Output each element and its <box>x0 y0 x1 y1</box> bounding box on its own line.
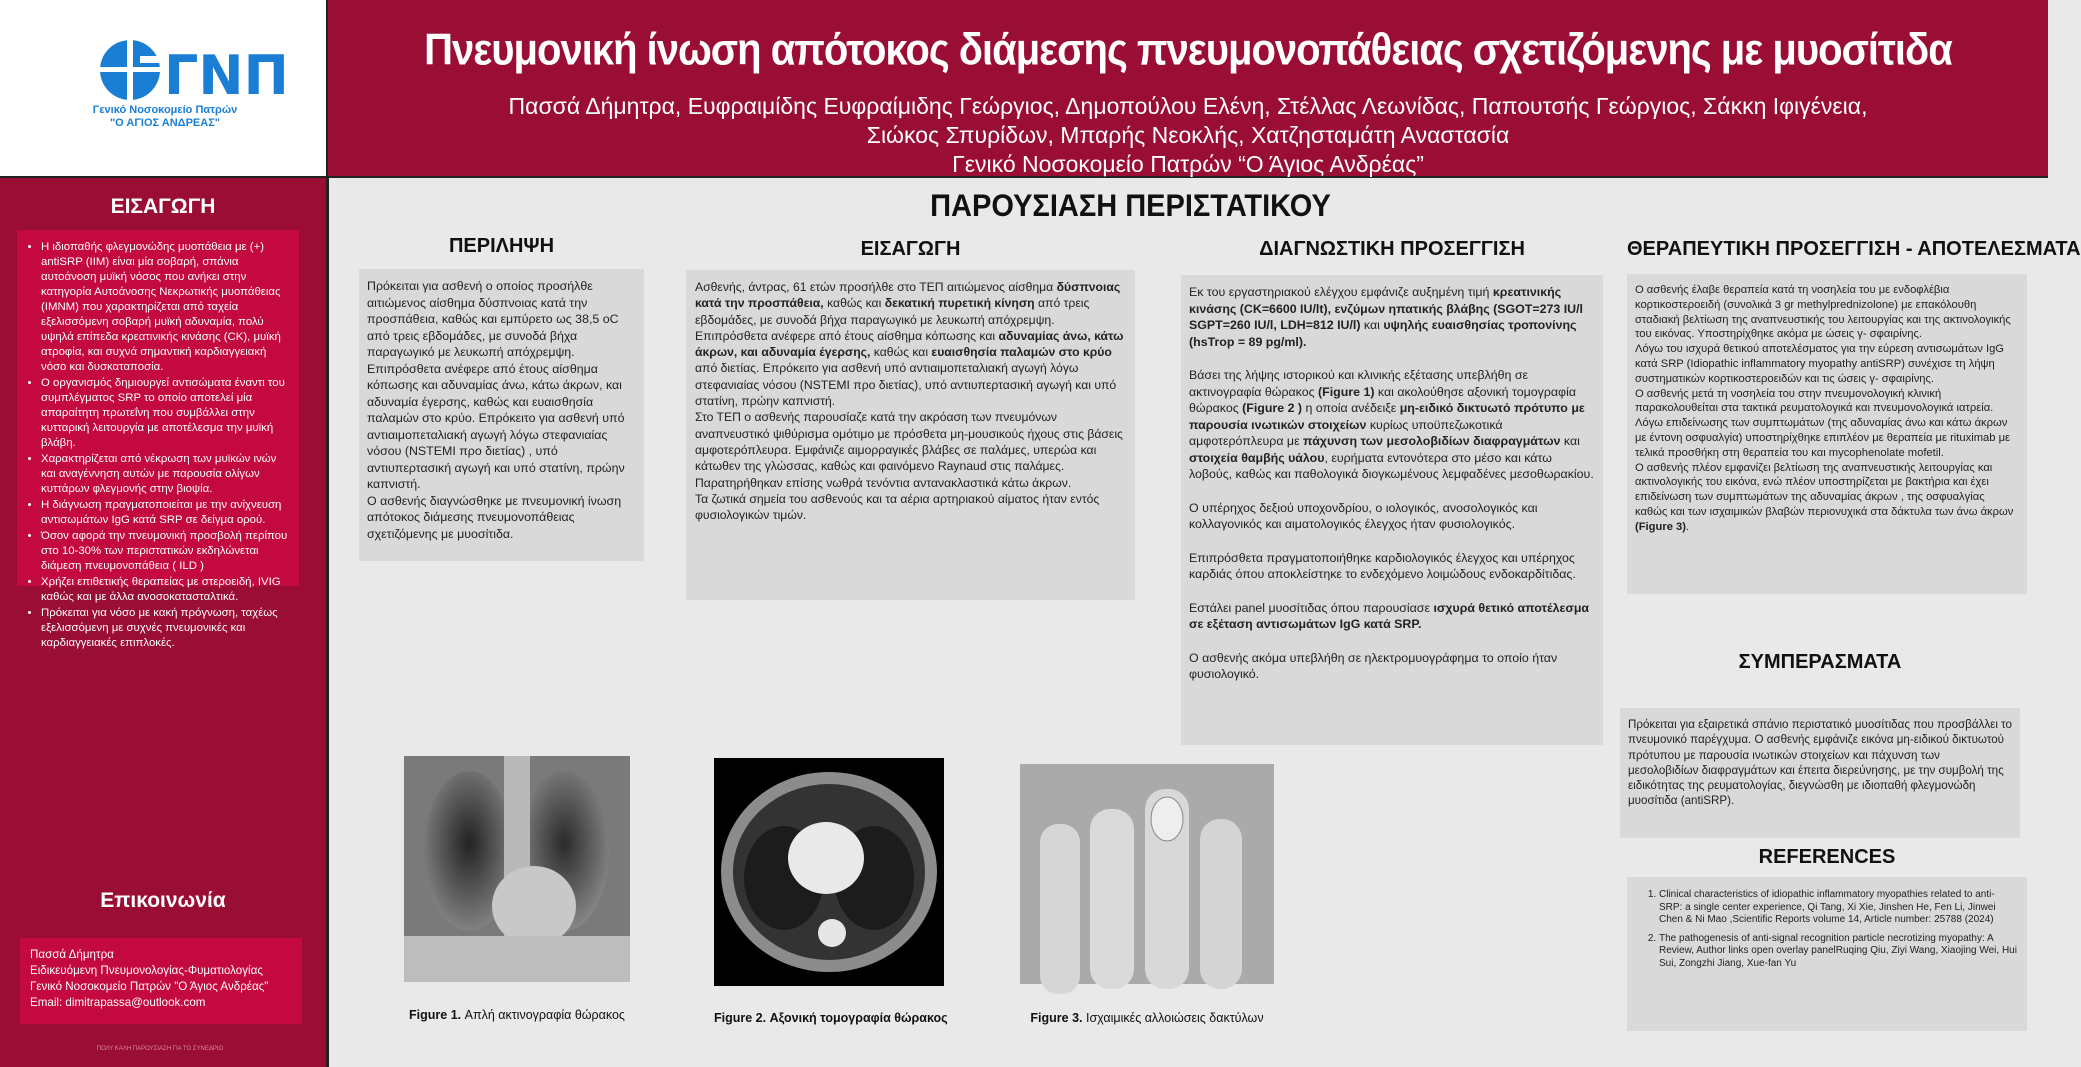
contact-email[interactable]: Email: dimitrapassa@outlook.com <box>30 996 206 1009</box>
contact-box <box>20 938 302 1024</box>
intro-item: • Η διάγνωση πραγματοποιείται με την ανίχνευση αντισωμάτων IgG κατά SRP σε δείγμα ορού. <box>41 498 289 528</box>
figure-1-xray <box>404 756 630 982</box>
intro-box-left <box>17 230 299 649</box>
diagnostic-paragraph-2: Βάσει της λήψης ιστορικού και κλινικής εξέτασης υπεβλήθη σε ακτινογραφία θώρακος (Figure 1) και ακολούθησε αξονική τομογραφία θώρακος (Figure 2 ) η οποία ανέδειξε μη-ειδικό δικτυωτό πρότυπο με παρουσία ινωτικών στοιχείων κυρίως υποϋπεζωκοτικά αμφοτερόπλευρα με πάχυνση των μεσολοβιδίων διαφραγμάτων και στοιχεία θαμβής υάλου, ευρήματα εντονότερα στο μέσο και κάτω λοβούς, καθώς και παθολογικά διογκωμένους λεμφαδένες μεσοθωρακίου. <box>1189 368 1594 481</box>
summary-text: Πρόκειται για ασθενή ο οποίος προσήλθε αιτιώμενος αίσθημα δύσπνοιας κατά την προσπάθεια, καθώς και εμπύρετο ως 38,5 oC από τρεις εβδομάδες, με συνοδά βήχα παραγωγικό με λευκωπή απόχρεμψη. Επιπρόσθετα ανέφερε από έτους αίσθημα κόπωσης και αδυναμίας άνω, κάτω άκρων, και αδυναμία έγερσης, καθώς και ευαισθησία παλαμών στο κρύο. Επρόκειτο για ασθενή υπό αντιαιμοπεταλιακή αγωγή λόγω στεφανιαίας νόσου (NSTEMI προ διετίας) , υπό αντιυπερτασική αγωγή και υπό στατίνη, πρώην καπνιστή. <box>367 279 625 491</box>
logo-line-1: Γενικό Νοσοκομείο Πατρών <box>92 104 238 116</box>
therapy-paragraph-3: Ο ασθενής μετά τη νοσηλεία του στην πνευμονολογική κλινική παρακολουθείται στα τακτικά ρευματολογικά και πνευμονολογικά ιατρεία. <box>1635 387 1994 415</box>
therapy-heading: ΘΕΡΑΠΕΥΤΙΚΗ ΠΡΟΣΕΓΓΙΣΗ - ΑΠΟΤΕΛΕΣΜΑΤΑ <box>1627 238 2081 260</box>
therapy-paragraph-1: Ο ασθενής έλαβε θεραπεία κατά τη νοσηλεία του με ενδοφλέβια κορτικοστεροειδή (συνολικά 3 gr methylprednizolone) με επακόλουθη σταδιακή βελτίωση της αναπνευστικής του λειτουργίας και της ακτινολογικής του εικόνας. Υποστηρίχθηκε ακόμα με ώσεις γ- σφαιρίνης. <box>1635 284 2011 341</box>
logo-line-2: "Ο ΑΓΙΟΣ ΑΝΔΡΕΑΣ" <box>109 117 221 129</box>
reference-item: 1. Clinical characteristics of idiopathic inflammatory myopathies related to anti-SRP: a single center experience, Qi Tang, Xi Xie, Jinshen He, Fen Li, Jinwei Chen & Ni Mao ,Scientific Reports volume 14, Article number: 25788 (2024) <box>1659 889 2017 927</box>
logo-caption <box>60 104 270 130</box>
diagnostic-heading: ΔΙΑΓΝΩΣΤΙΚΗ ΠΡΟΣΕΓΓΙΣΗ <box>1259 238 1525 260</box>
main-heading: ΠΑΡΟΥΣΙΑΣΗ ΠΕΡΙΣΤΑΤΙΚΟΥ <box>930 188 1331 224</box>
footer-note: ΠΟΛΥ ΚΑΛΗ ΠΑΡΟΥΣΙΑΣΗ ΓΙΑ ΤΟ ΣΥΝΕΔΡΙΟ <box>96 1046 224 1052</box>
therapy-paragraph-2: Λόγω του ισχυρά θετικού αποτελέσματος για την εύρεση αντισωμάτων IgG κατά SRP (Idiopathic inflammatory myopathy antiSRP) συνέχισε τη λήψη συστηματικών κορτικοστεροειδών και τις ώσεις γ- σφαιρίνης. <box>1635 343 2005 385</box>
references-heading: REFERENCES <box>1758 846 1896 868</box>
intro-item: • Χαρακτηρίζεται από νέκρωση των μυϊκών ινών και αναγέννηση αυτών με παρουσία ολίγων κυττάρων φλεγμονής στην βιοψία. <box>41 452 289 497</box>
intro-paragraph-1: Ασθενής, άντρας, 61 ετών προσήλθε στο ΤΕΠ αιτιώμενος αίσθημα δύσπνοιας κατά την προσπάθεια, καθώς και δεκατική πυρετική κίνηση από τρεις εβδομάδες, με συνοδά βήχα παραγωγικό με λευκωπή απόχρεμψη. Επιπρόσθετα ανέφερε από έτους αίσθημα κόπωσης και αδυναμίας άνω, κάτω άκρων, και αδυναμία έγερσης, καθώς και ευαισθησία παλαμών στο κρύο από διετίας. Επρόκειτο για ασθενή υπό αντιαιμοπεταλιακή αγωγή λόγω στεφανιαίας νόσου (NSTEMI προ διετίας), υπό αντιυπερτασική αγωγή και υπό στατίνη, πρώην καπνιστή. <box>695 280 1124 409</box>
intro-paragraph-3: Τα ζωτικά σημεία του ασθενούς και τα αέρια αρτηριακού αίματος ήταν εντός φυσιολογικών τιμών. <box>695 491 1100 523</box>
poster-header <box>328 0 2048 176</box>
diagnostic-paragraph-6: Ο ασθενής ακόμα υπεβλήθη σε ηλεκτρομυογράφημα το οποίο ήταν φυσιολογικό. <box>1189 650 1558 681</box>
fingers-image-icon <box>1020 764 1274 984</box>
therapy-box <box>1627 274 2027 594</box>
summary-heading: ΠΕΡΙΛΗΨΗ <box>448 235 555 257</box>
figure-2-caption: Figure 2. Αξονική τομογραφία θώρακος <box>714 1011 948 1025</box>
logo-text: ΓΝΠ <box>164 44 289 107</box>
figure-3-caption: Figure 3. Ισχαιμικές αλλοιώσεις δακτύλων <box>1030 1011 1264 1025</box>
intro-item: • Πρόκειται για νόσο με κακή πρόγνωση, ταχέως εξελισσόμενη με συχνές πνευμονικές και καρδιαγγειακές επιπλοκές. <box>41 606 289 651</box>
conclusions-box <box>1620 708 2020 838</box>
intro-item: • Όσον αφορά την πνευμονική προσβολή περίπου στο 10-30% των περιστατικών εκδηλώνεται διάμεση πνευμονοπάθεια ( ILD ) <box>41 529 289 574</box>
hospital-logo-icon <box>98 36 289 107</box>
contact-hospital: Γενικό Νοσοκομείο Πατρών "Ο Άγιος Ανδρέας" <box>30 980 269 993</box>
intro-item: • Ο οργανισμός δημιουργεί αντισώματα έναντι του συμπλέγματος SRP το οποίο αποτελεί μία απαραίτητη πρωτεΐνη που συμβάλλει στην κυτταρική λειτουργία με αποτέλεσμα την μυϊκή βλάβη. <box>41 376 289 451</box>
contact-heading: Επικοινωνία <box>100 889 226 912</box>
contact-title: Ειδικευόμενη Πνευμονολογίας-Φυματιολογίας <box>30 964 263 977</box>
intro-heading: ΕΙΣΑΓΩΓΗ <box>860 238 961 260</box>
conclusions-text: Πρόκειται για εξαιρετικά σπάνιο περιστατικό μυοσίτιδας που προσβάλλει το πνευμονικό παρέγχυμα. Ο ασθενής εμφάνιζε εικόνα μη-ειδικού δικτυωτού πρότυπου με παρουσία ινωτικών στοιχείων και πάχυνση των μεσολοβιδίων διαφραγμάτων και έπειτα διερεύνησης, με την συμβολή της ειδικότητας της ρευματολογίας, διεγνώσθη με ιδιοπαθή φλεγμονώδη μυοσίτιδα (antiSRP). <box>1628 718 2012 808</box>
diagnostic-paragraph-4: Επιπρόσθετα πραγματοποιήθηκε καρδιολογικός έλεγχος και υπέρηχος καρδιάς όπου αποκλείστηκε το ενδεχόμενο λοιμώδους ενδοκαρδίτιδας. <box>1189 550 1576 581</box>
diagnostic-paragraph-3: Ο υπέρηχος δεξιού υποχονδρίου, ο ιολογικός, ανοσολογικός και κολλαγονικός και αιματολογικός έλεγχος ήταν φυσιολογικός. <box>1189 500 1538 531</box>
contact-name: Πασσά Δήμητρα <box>30 948 114 961</box>
intro-heading-left: ΕΙΣΑΓΩΓΗ <box>110 195 216 218</box>
authors-line-1: Πασσά Δήμητρα, Ευφραιμίδης Ευφραίμιδης Γεώργιος, Δημοπούλου Ελένη, Στέλλας Λεωνίδας, Παπουτσής Γεώργιος, Σάκκη Ιφιγένεια, <box>508 93 1868 119</box>
intro-box <box>686 270 1135 600</box>
references-box <box>1627 877 2027 1031</box>
diagnostic-box <box>1181 275 1603 745</box>
therapy-paragraph-5: Ο ασθενής πλέον εμφανίζει βελτίωση της αναπνευστικής λειτουργίας και ακτινολογικής του εικόνα, ενώ πλέον υποστηρίζεται με βακτήρια και έχει επιδείνωση των συμπτωμάτων της αδυναμίας άκρων , της οσφυαλγίας καθώς και των ισχαιμικών βλαβών περιονυχικά στα δάκτυλα των άνω άκρων (Figure 3). <box>1635 461 2014 533</box>
poster-authors <box>328 92 2048 179</box>
figure-3-fingers <box>1020 764 1274 984</box>
figure-1-caption: Figure 1. Απλή ακτινογραφία θώρακος <box>409 1008 625 1022</box>
authors-line-2: Σιώκος Σπυρίδων, Μπαρής Νεοκλής, Χατζησταμάτη Αναστασία <box>866 122 1510 148</box>
diagnostic-paragraph-5: Εστάλει panel μυοσίτιδας όπου παρουσίασε ισχυρά θετικό αποτέλεσμα σε εξέταση αντισωμάτων IgG κατά SRP. <box>1189 600 1590 631</box>
reference-item: 2. The pathogenesis of anti-signal recognition particle necrotizing myopathy: A Review, Author links open overlay panelRuqing Qiu, Ziyi Wang, Xiaojing Wei, Hui Sui, Zongzhi Jiang, Xue-fan Yu <box>1659 933 2017 971</box>
xray-image-icon <box>404 756 630 982</box>
conclusions-heading: ΣΥΜΠΕΡΑΣΜΑΤΑ <box>1738 651 1902 673</box>
affiliation: Γενικό Νοσοκομείο Πατρών “Ο Άγιος Ανδρέας” <box>952 151 1424 177</box>
intro-item: • Χρήζει επιθετικής θεραπείας με στεροειδή, IVIG καθώς και με άλλα ανοσοκατασταλτικά. <box>41 575 289 605</box>
left-column <box>0 178 326 1067</box>
logo-area <box>0 0 326 176</box>
therapy-paragraph-4: Λόγω επιδείνωσης των συμπτωμάτων (της αδυναμίας άνω και κάτω άκρων με έντονη οσφυαλγία) υποστηρίχθηκε επιπλέον με θεραπεία με rituximab με τελικά προσθήκη στη θεραπεία του και mycophenolate mofetil. <box>1635 417 2011 459</box>
intro-item: • Η ιδιοπαθής φλεγμονώδης μυοπάθεια με (+) antiSRP (IIM) είναι μία σοβαρή, σπάνια αυτοάνοση μυϊκή νόσος που ανήκει στην κατηγορία Αυτοάνοσης Νεκρωτικής μυοπάθειας (IMNM) που χαρακτηρίζεται από ταχεία εξελισσόμενη σοβαρή μυϊκή αδυναμία, πολύ υψηλά επίπεδα κρεατινικής κινάσης (CK), μυϊκή ατροφία, και συχνά σημαντική καρδιαγγειακή νόσο και δυσκαταποσία. <box>41 240 289 375</box>
poster-title: Πνευμονική ίνωση απότοκος διάμεσης πνευμονοπάθειας σχετιζόμενης με μυοσίτιδα <box>424 25 1952 75</box>
figure-2-ct <box>714 758 944 986</box>
summary-box <box>359 269 644 561</box>
summary-diagnosis: Ο ασθενής διαγνώσθηκε με πνευμονική ίνωση απότοκος διάμεσης πνευμονοπάθειας σχετιζόμενης με μυοσίτιδα. <box>367 493 622 541</box>
ct-image-icon <box>714 758 944 986</box>
references-list <box>1637 889 2017 970</box>
diagnostic-paragraph-1: Εκ του εργαστηριακού ελέγχου εμφάνιζε αυξημένη τιμή κρεατινικής κινάσης (CK=6600 IU/lt), ενζύμων ηπατικής βλάβης (SGOT=273 IU/l SGPT=260 IU/l, LDH=812 IU/l) και υψηλής ευαισθησίας τροπονίνης (hsTrop = 89 pg/ml). <box>1189 285 1584 349</box>
intro-list <box>17 230 299 651</box>
intro-paragraph-2: Στο ΤΕΠ ο ασθενής παρουσίαζε κατά την ακρόαση των πνευμόνων αναπνευστικό ψιθύρισμα ομότιμο με πρόσθετα μη-μουσικούς ήχους στις βάσεις αμφοτερόπλευρα. Εμφάνιζε αιμορραγικές βλάβες σε παλάμες, υπερώα και κάτωθεν της γλώσσας, καθώς και φαινόμενο Raynaud στις παλάμες. Παρατηρήθηκαν επίσης νωθρά τενόντια αντανακλαστικά κάτω άκρων. <box>695 410 1123 490</box>
